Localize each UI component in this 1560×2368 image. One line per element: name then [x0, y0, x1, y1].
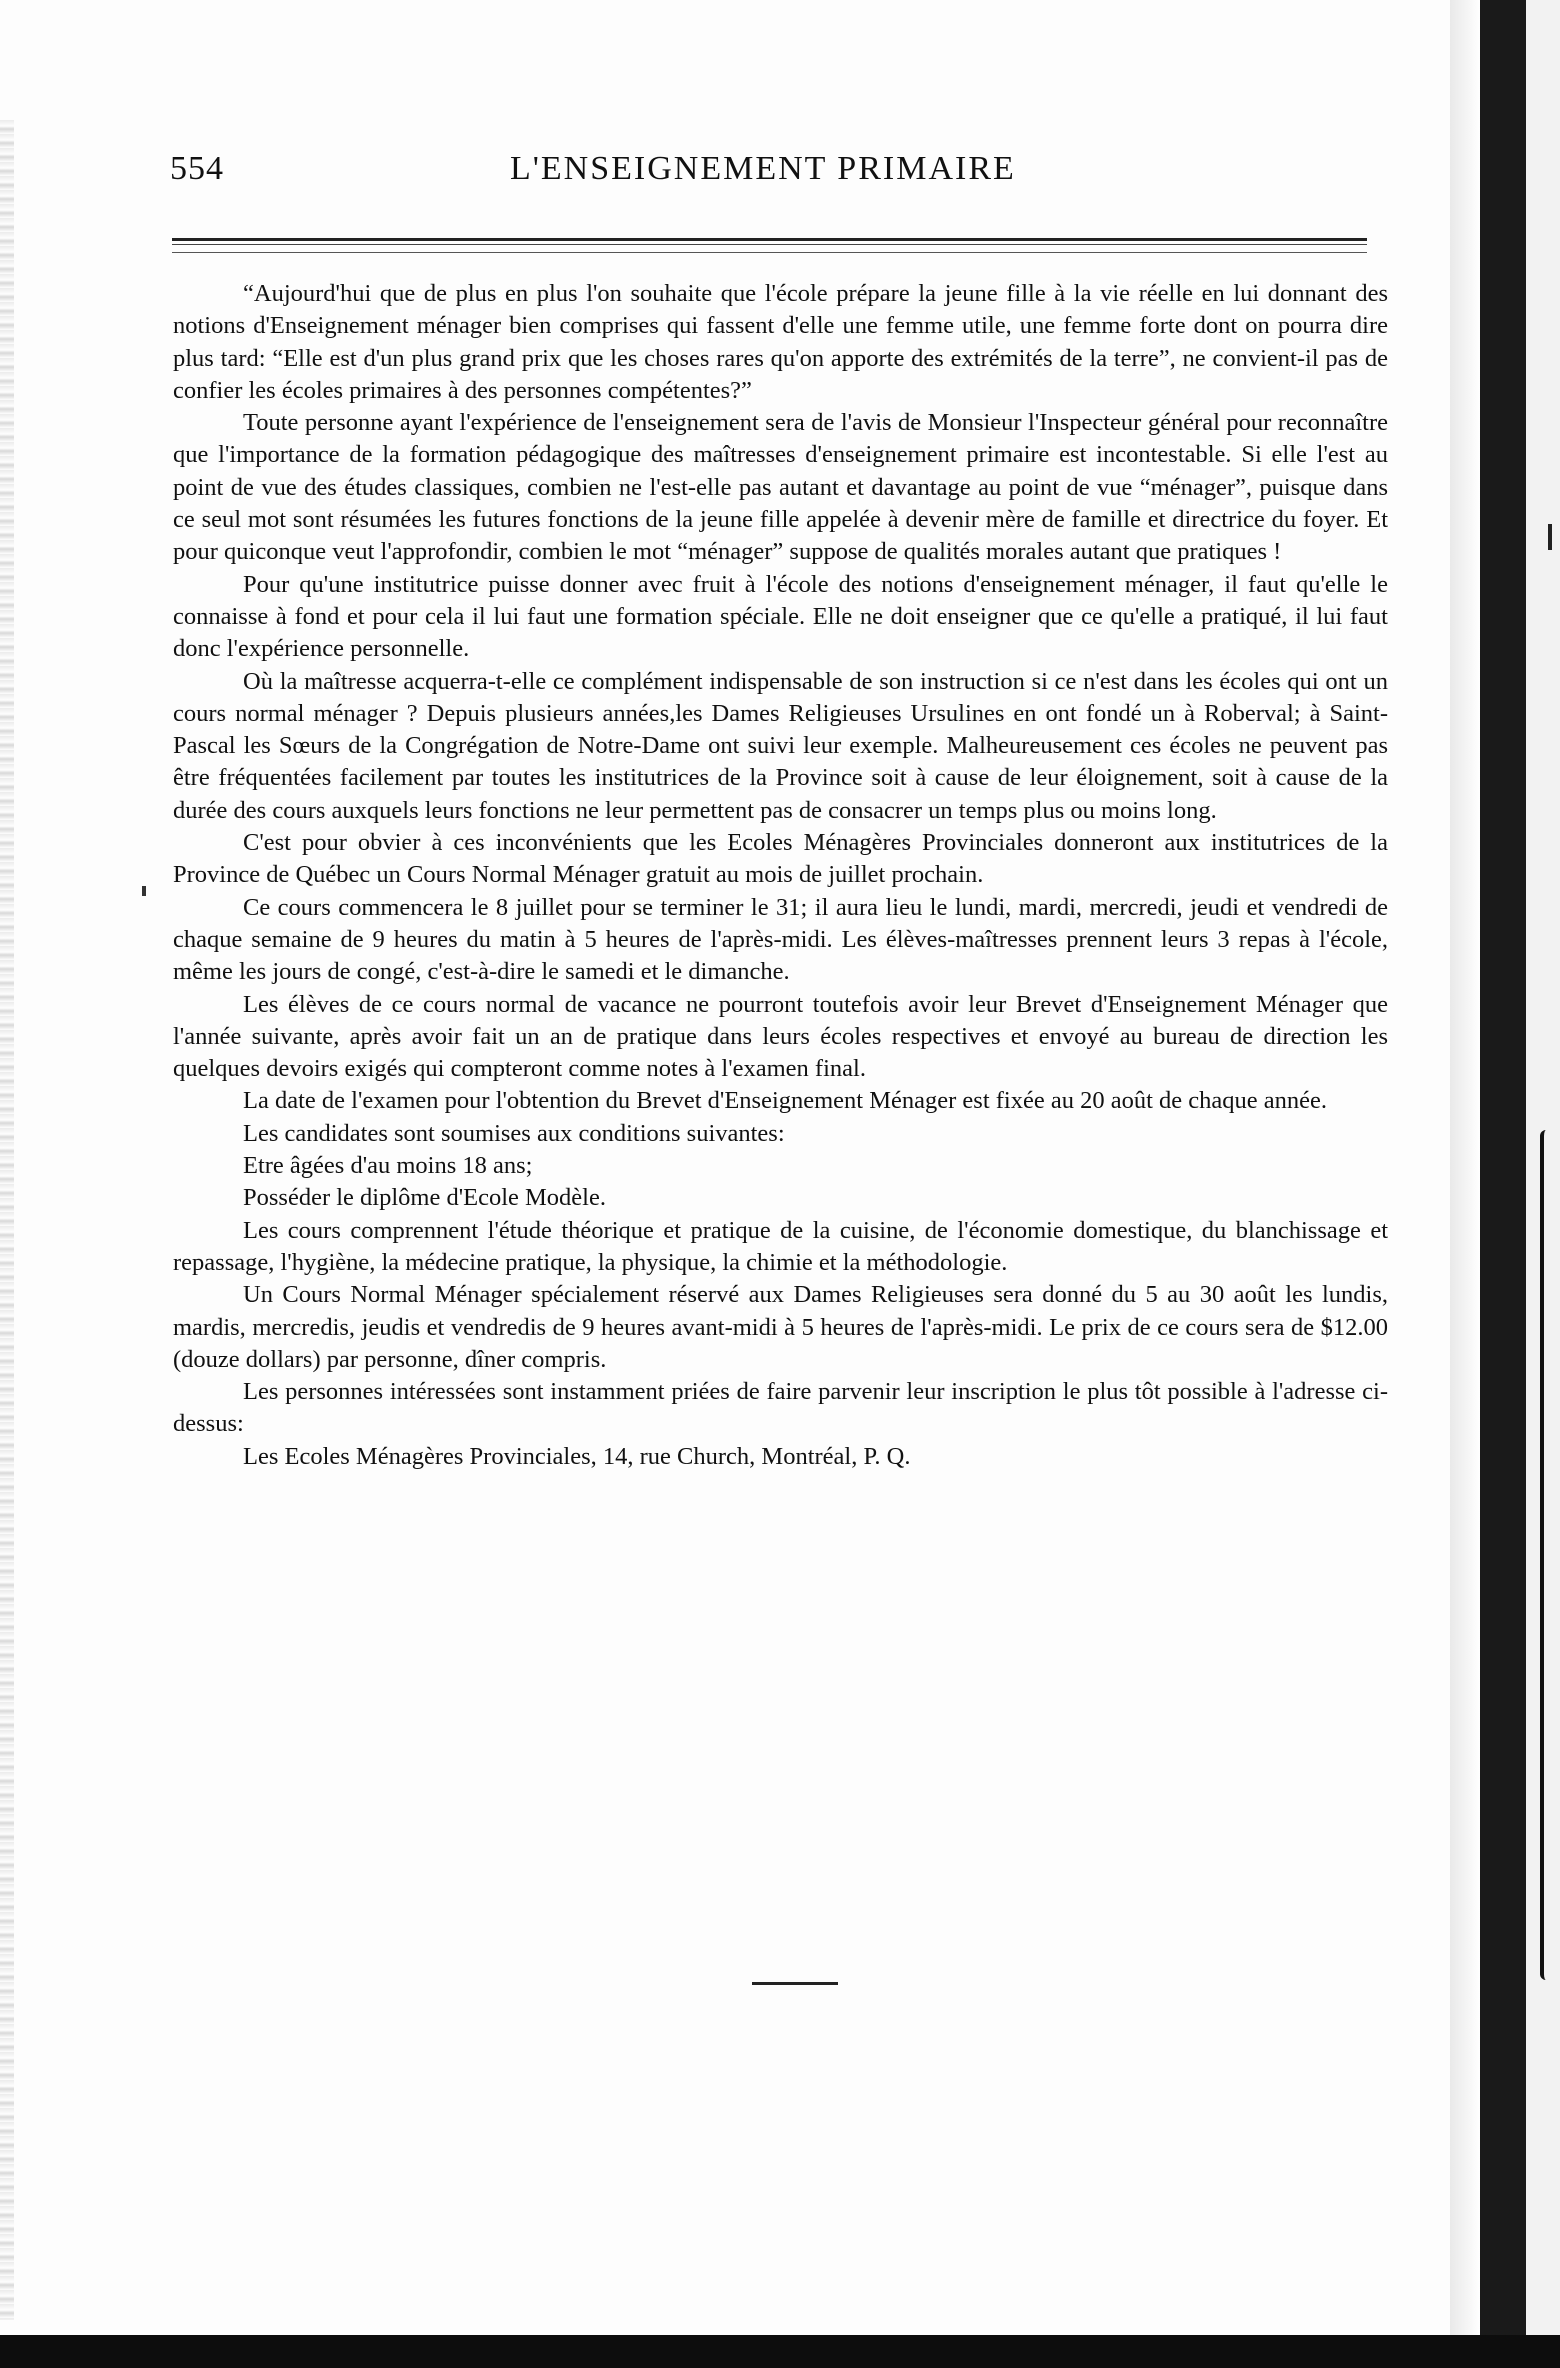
- binding-thread: [1540, 1130, 1556, 1980]
- condition-item: Posséder le diplôme d'Ecole Modèle.: [243, 1184, 606, 1212]
- condition-item: Etre âgées d'au moins 18 ans;: [243, 1152, 533, 1180]
- page-header: [170, 150, 1370, 210]
- scan-speck: [142, 886, 146, 896]
- paragraph: Ce cours commencera le 8 juillet pour se terminer le 31; il aura lieu le lundi, mardi, mercredi, jeudi et vendredi de chaque semaine de 9 heures du matin à 5 heures de l'après-midi. Les élèves-maîtresses prennent leurs 3 repas à l'école, même les jours de congé, c'est-à-dire le samedi et le dimanche.: [173, 893, 1388, 986]
- scan-edge-left: [0, 120, 14, 2320]
- paragraph: Un Cours Normal Ménager spécialement réservé aux Dames Religieuses sera donné du 5 au 30 août les lundis, mardis, mercredis, jeudis et vendredis de 9 heures avant-midi à 5 heures de l'après-midi. Le prix de ce cours sera de $12.00 (douze dollars) par personne, dîner compris.: [173, 1281, 1388, 1373]
- header-rule-thin: [172, 252, 1367, 253]
- paragraph: Toute personne ayant l'expérience de l'enseignement sera de l'avis de Monsieur l'Inspecteur général pour reconnaître que l'importance de la formation pédagogique des maîtresses d'enseignement primaire est incontestable. Si elle l'est au point de vue des études classiques, combien ne l'est-elle pas autant et davantage au point de vue “ménager”, puisque dans ce seul mot sont résumées les futures fonctions de la jeune fille appelée à devenir mère de famille et directrice du foyer. Et pour quiconque veut l'approfondir, combien le mot “ménager” suppose de qualités morales autant que pratiques !: [173, 409, 1388, 566]
- page-number: 554: [170, 150, 224, 187]
- scan-speck: [1548, 524, 1552, 550]
- article-body: [173, 278, 1388, 1473]
- paragraph: Les personnes intéressées sont instamment priées de faire parvenir leur inscription le plus tôt possible à l'adresse ci-dessus:: [173, 1378, 1388, 1438]
- paragraph: Les élèves de ce cours normal de vacance ne pourront toutefois avoir leur Brevet d'Enseignement Ménager que l'année suivante, après avoir fait un an de pratique dans leurs écoles respectives et envoyé au bureau de direction les quelques devoirs exigés qui compteront comme notes à l'examen final.: [173, 990, 1388, 1083]
- end-rule: [752, 1982, 838, 1985]
- paragraph: Les cours comprennent l'étude théorique et pratique de la cuisine, de l'économie domestique, du blanchissage et repassage, l'hygiène, la médecine pratique, la physique, la chimie et la méthodologie.: [173, 1216, 1388, 1276]
- paragraph: C'est pour obvier à ces inconvénients que les Ecoles Ménagères Provinciales donneront aux institutrices de la Province de Québec un Cours Normal Ménager gratuit au mois de juillet prochain.: [173, 829, 1388, 889]
- scan-edge-bottom: [0, 2335, 1560, 2368]
- running-title: L'ENSEIGNEMENT PRIMAIRE: [510, 150, 1016, 187]
- paragraph: Les candidates sont soumises aux conditions suivantes:: [243, 1119, 785, 1147]
- paragraph: Où la maîtresse acquerra-t-elle ce complément indispensable de son instruction si ce n'est dans les écoles qui ont un cours normal ménager ? Depuis plusieurs années,les Dames Religieuses Ursulines en ont fondé un à Roberval; à Saint-Pascal les Sœurs de la Congrégation de Notre-Dame ont suivi leur exemple. Malheureusement ces écoles ne peuvent pas être fréquentées facilement par toutes les institutrices de la Province soit à cause de leur éloignement, soit à cause de la durée des cours auxquels leurs fonctions ne leur permettent pas de consacrer un temps plus ou moins long.: [173, 667, 1388, 824]
- binding-shadow: [1480, 0, 1526, 2335]
- paragraph: La date de l'examen pour l'obtention du Brevet d'Enseignement Ménager est fixée au 20 août de chaque année.: [243, 1087, 1328, 1115]
- address-line: Les Ecoles Ménagères Provinciales, 14, rue Church, Montréal, P. Q.: [243, 1442, 911, 1470]
- paragraph: Pour qu'une institutrice puisse donner avec fruit à l'école des notions d'enseignement ménager, il faut qu'elle le connaisse à fond et pour cela il lui faut une formation spéciale. Elle ne doit enseigner que ce qu'elle a pratiqué, il lui faut donc l'expérience personnelle.: [173, 570, 1388, 663]
- paragraph-quote: “Aujourd'hui que de plus en plus l'on souhaite que l'école prépare la jeune fille à la vie réelle en lui donnant des notions d'Enseignement ménager bien comprises qui fassent d'elle une femme utile, une femme forte dont on pourra dire plus tard: “Elle est d'un plus grand prix que les choses rares qu'on apporte des extrémités de la terre”, ne convient-il pas de confier les écoles primaires à des personnes compétentes?”: [173, 280, 1388, 404]
- header-rule: [172, 238, 1367, 245]
